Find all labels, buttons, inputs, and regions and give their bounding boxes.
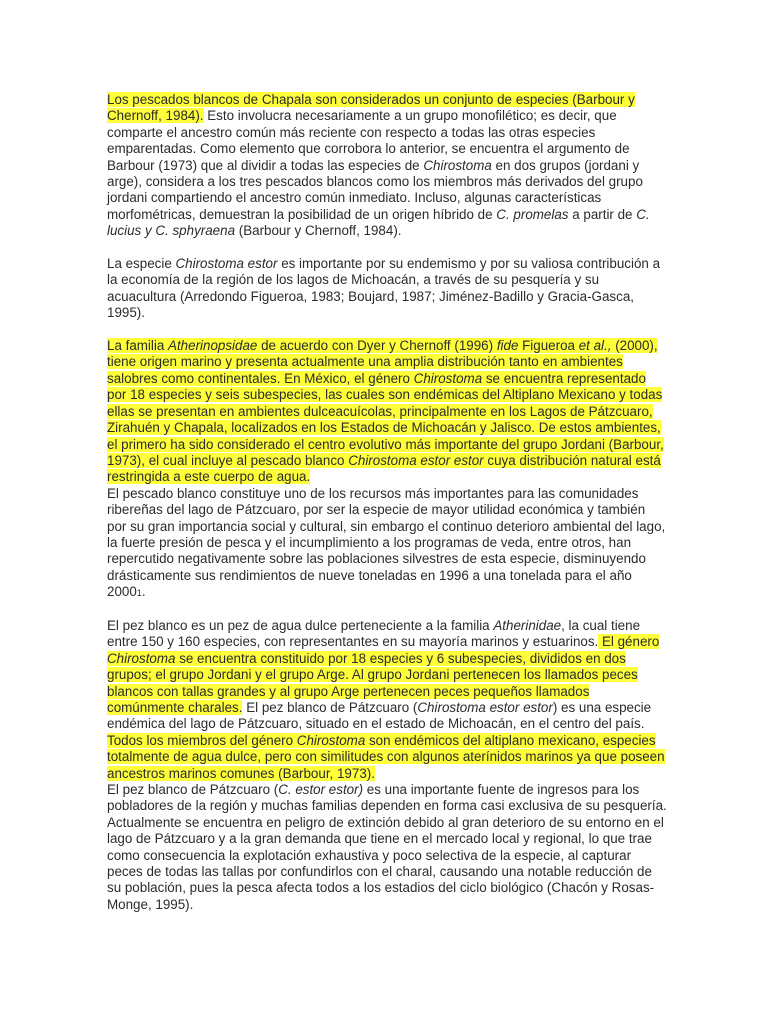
italic-text: et al., bbox=[578, 338, 612, 354]
text-run: se encuentra representado por 18 especies y seis subespecies, las cuales son endémicas del Altiplano Mexicano y todas ellas se presentan en ambientes dulceacuícolas, principalmente en los Lagos de Pátzcuaro, Zirahuén y Chapala, localizados en los Estados de Michoacán y Jalisco. De estos ambientes, el primero ha sido considerado el centro evolutivo más importante del grupo Jordani (Barbour, 1973), el cual incluye al pescado blanco bbox=[107, 370, 664, 468]
text-run: La familia bbox=[107, 338, 169, 354]
italic-text: Chirostoma bbox=[107, 650, 176, 666]
text-run: La especie bbox=[107, 256, 176, 272]
text-run: Todos los miembros del género bbox=[107, 732, 297, 748]
text-run: son endémicos del altiplano mexicano, especies totalmente de agua dulce, pero con similitudes con algunos aterínidos marinos ya que poseen ancestros marinos comunes (Barbour, 1973). bbox=[107, 732, 665, 781]
text-run: El pez blanco de Pátzcuaro ( bbox=[242, 699, 418, 715]
text-run: El pescado blanco constituye uno de los recursos más importantes para las comunidades ribereñas del lago de Pátzcuaro, por ser la especie de mayor utilidad económica y también por su gran importancia social y cultural, sin embargo el continuo deterioro ambiental del lago, la fuerte presión de pesca y el incumplimiento a los programas de veda, entre otros, han repercutido negativamente sobre las poblaciones silvestres de esta especie, disminuyendo drásticamente sus rendimientos de nueve toneladas en 1996 a una tonelada para el año 2000 bbox=[107, 485, 666, 600]
text-run: El pez blanco de Pátzcuaro ( bbox=[107, 782, 279, 798]
text-run: es importante por su endemismo y por su valiosa contribución a la economía de la región de los lagos de Michoacán, a través de su pesquería y su acuacultura (Arredondo Figueroa, 1983; Boujard, 1987; Jiménez-Badillo y Gracia-Gasca, 1995). bbox=[107, 256, 661, 321]
text-run: en dos grupos (jordani y arge), considera a los tres pescados blancos como los miembros más derivados del grupo jordani compartiendo el ancestro común inmediato. Incluso, algunas características morfométricas, demuestran la posibilidad de un origen híbrido de bbox=[107, 157, 643, 222]
italic-text: Atherinidae bbox=[493, 617, 562, 633]
text-run: . bbox=[141, 584, 146, 600]
text-run: (2000), tiene origen marino y presenta actualmente una amplia distribución tanto en ambientes salobres como continentales. En México, el género bbox=[107, 338, 658, 386]
highlighted-text bbox=[107, 338, 664, 484]
italic-text: fide bbox=[496, 338, 519, 354]
text-run: de acuerdo con Dyer y Chernoff (1996) bbox=[257, 338, 497, 354]
text-run: se encuentra constituido por 18 especies y 6 subespecies, divididos en dos grupos; el grupo Jordani y el grupo Arge. Al grupo Jordani pertenecen los llamados peces blancos con tallas grandes y al grupo Arge pertenecen peces pequeños llamados comúnmente charales. bbox=[107, 650, 638, 715]
italic-text: Chirostoma estor bbox=[175, 256, 278, 272]
document-body bbox=[107, 92, 667, 930]
text-run: , la cual tiene entre 150 y 160 especies, con representantes en su mayoría marinos y estuarinos. bbox=[107, 617, 641, 650]
italic-text: Chirostoma estor estor bbox=[348, 452, 484, 468]
text-run: es una importante fuente de ingresos para los pobladores de la región y muchas familias dependen en forma casi exclusiva de su pesquería. Actualmente se encuentra en peligro de extinción debido al gran deterioro de su entorno en el lago de Pátzcuaro y a la gran demanda que tiene en el mercado local y regional, lo que trae como consecuencia la explotación exhaustiva y poco selectiva de la especie, al capturar peces de todas las tallas por confundirlos con el charal, causando una notable reducción de su población, pues la pesca afecta todos a los estadios del ciclo biológico (Chacón y Rosas-Monge, 1995). bbox=[107, 782, 667, 912]
italic-text: C. promelas bbox=[496, 206, 569, 222]
text-run: (Barbour y Chernoff, 1984). bbox=[235, 223, 402, 239]
paragraph-6 bbox=[107, 782, 667, 913]
italic-text: C. lucius y C. sphyraena bbox=[107, 206, 650, 239]
paragraph-1 bbox=[107, 92, 667, 240]
highlighted-text bbox=[107, 733, 665, 781]
italic-text: Atherinopsidae bbox=[168, 338, 258, 354]
text-run: Figueroa bbox=[518, 338, 579, 354]
text-run: El género bbox=[598, 634, 660, 650]
paragraph-2 bbox=[107, 256, 667, 322]
paragraph-3 bbox=[107, 338, 667, 486]
paragraph-4 bbox=[107, 486, 667, 602]
footnote-marker: 1 bbox=[136, 588, 142, 599]
text-run: Esto involucra necesariamente a un grupo monofilético; es decir, que comparte el ancestro común más reciente con respecto a todas las otras especies emparentadas. Como elemento que corrobora lo anterior, se encuentra el argumento de Barbour (1973) que al dividir a todas las especies de bbox=[107, 108, 630, 173]
text-run: cuya distribución natural está restringida a este cuerpo de agua. bbox=[107, 452, 661, 485]
italic-text: Chirostoma bbox=[296, 732, 366, 748]
text-run: El pez blanco es un pez de agua dulce perteneciente a la familia bbox=[107, 617, 494, 633]
italic-text: Chirostoma bbox=[413, 370, 483, 386]
italic-text: C. estor estor) bbox=[278, 782, 364, 798]
text-run: a partir de bbox=[568, 206, 637, 222]
text-run: ) es una especie endémica del lago de Pátzcuaro, situado en el estado de Michoacán, en el centro del país. bbox=[107, 699, 652, 732]
italic-text: Chirostoma bbox=[423, 157, 492, 173]
paragraph-5 bbox=[107, 618, 667, 782]
italic-text: Chirostoma estor estor bbox=[417, 699, 553, 715]
highlighted-text: Los pescados blancos de Chapala son considerados un conjunto de especies (Barbour y Chernoff, 1984). bbox=[107, 92, 635, 124]
